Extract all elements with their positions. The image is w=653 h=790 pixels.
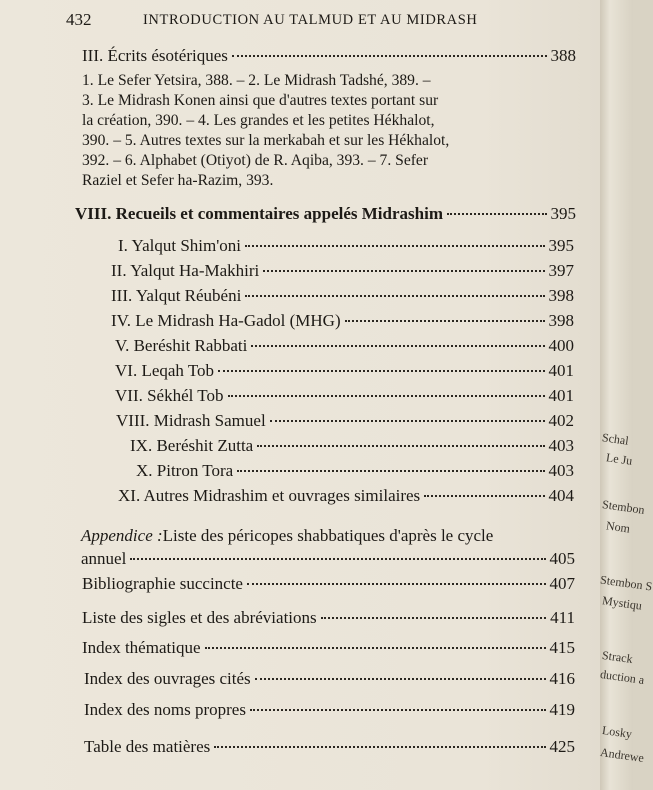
toc-entry-midrashim-collections bbox=[75, 204, 576, 224]
edge-fragment: Mystiqu bbox=[601, 593, 643, 613]
toc-entry-label: I. Yalqut Shim'oni bbox=[118, 236, 242, 255]
appendix-title-cont: annuel bbox=[81, 549, 127, 568]
toc-subentry bbox=[111, 261, 574, 281]
subentry-line: Raziel et Sefer ha-Razim, 393. bbox=[82, 172, 274, 189]
toc-entry-label: Index des ouvrages cités bbox=[84, 669, 251, 688]
toc-entry-bibliography bbox=[82, 574, 575, 594]
toc-entry-names-index bbox=[84, 700, 575, 720]
toc-entry-page: 403 bbox=[548, 461, 574, 480]
toc-entry-esoteric-writings bbox=[82, 46, 576, 66]
toc-entry-label: III. Écrits ésotériques bbox=[82, 46, 228, 65]
appendix-prefix: Appendice : bbox=[81, 526, 163, 545]
toc-entry-page: 395 bbox=[550, 204, 576, 223]
toc-subentry bbox=[115, 386, 574, 406]
toc-subentry bbox=[115, 336, 574, 356]
toc-entry-label: VIII. Midrash Samuel bbox=[116, 411, 266, 430]
toc-entry-label: IV. Le Midrash Ha-Gadol (MHG) bbox=[111, 311, 341, 330]
running-head: INTRODUCTION AU TALMUD ET AU MIDRASH bbox=[143, 12, 478, 28]
dot-leader bbox=[250, 709, 546, 711]
dot-leader bbox=[424, 495, 544, 497]
toc-entry-label: III. Yalqut Réubéni bbox=[111, 286, 242, 305]
dot-leader bbox=[214, 746, 545, 748]
dot-leader bbox=[228, 395, 545, 397]
subentry-line: 392. – 6. Alphabet (Otiyot) de R. Aqiba, 393. – 7. Sefer bbox=[82, 152, 429, 169]
edge-fragment: Le Ju bbox=[605, 450, 634, 468]
toc-subentry bbox=[111, 286, 574, 306]
toc-subentry bbox=[130, 436, 574, 456]
edge-fragment: Stembon bbox=[601, 497, 646, 517]
edge-fragment: Schal bbox=[601, 430, 630, 448]
toc-entry-label: V. Beréshit Rabbati bbox=[115, 336, 248, 355]
page-number: 432 bbox=[66, 10, 92, 29]
dot-leader bbox=[245, 245, 544, 247]
toc-entry-label: Index des noms propres bbox=[84, 700, 246, 719]
subentry-line: 390. – 5. Autres textes sur la merkabah et sur les Hékhalot, bbox=[82, 132, 450, 149]
toc-subentry bbox=[116, 411, 574, 431]
toc-entry-label: Liste des sigles et des abréviations bbox=[82, 608, 317, 627]
toc-entry-abbreviations bbox=[82, 608, 575, 628]
edge-fragment: Nom bbox=[605, 518, 631, 536]
dot-leader bbox=[205, 647, 546, 649]
toc-entry-label: VIII. Recueils et commentaires appelés Midrashim bbox=[75, 204, 443, 223]
dot-leader bbox=[447, 213, 547, 215]
edge-fragment: Strack bbox=[601, 647, 634, 667]
subentry-line: 1. Le Sefer Yetsira, 388. – 2. Le Midrash Tadshé, 389. – bbox=[82, 72, 431, 89]
toc-entry-page: 415 bbox=[549, 638, 575, 657]
dot-leader bbox=[257, 445, 544, 447]
toc-entry-page: 419 bbox=[549, 700, 575, 719]
toc-entry-page: 403 bbox=[548, 436, 574, 455]
toc-entry-works-index bbox=[84, 669, 575, 689]
dot-leader bbox=[247, 583, 546, 585]
dot-leader bbox=[255, 678, 546, 680]
toc-entry-label: X. Pitron Tora bbox=[136, 461, 234, 480]
toc-entry-page: 395 bbox=[548, 236, 574, 255]
dot-leader bbox=[232, 55, 547, 57]
toc-entry-page: 400 bbox=[548, 336, 574, 355]
edge-fragment: duction a bbox=[599, 666, 646, 688]
toc-entry-page: 398 bbox=[548, 311, 574, 330]
dot-leader bbox=[130, 558, 545, 560]
toc-entry-page: 401 bbox=[548, 361, 574, 380]
toc-entry-appendix-line2 bbox=[81, 549, 575, 569]
edge-fragment: Andrewe bbox=[599, 745, 645, 765]
toc-entry-label: Index thématique bbox=[82, 638, 201, 657]
toc-entry-page: 416 bbox=[549, 669, 575, 688]
toc-entry-page: 404 bbox=[548, 486, 574, 505]
dot-leader bbox=[345, 320, 545, 322]
toc-entry-page: 405 bbox=[549, 549, 575, 568]
toc-entry-thematic-index bbox=[82, 638, 575, 658]
toc-subentry bbox=[118, 236, 574, 256]
toc-entry-page: 407 bbox=[549, 574, 575, 593]
toc-subentry bbox=[111, 311, 574, 331]
toc-entry-label: IX. Beréshit Zutta bbox=[130, 436, 254, 455]
toc-entry-page: 401 bbox=[548, 386, 574, 405]
toc-entry-page: 388 bbox=[550, 46, 576, 65]
toc-entry-label: Bibliographie succincte bbox=[82, 574, 243, 593]
edge-fragment: Stembon S bbox=[599, 572, 653, 594]
toc-entry-label: Table des matières bbox=[84, 737, 211, 756]
subentry-line: 3. Le Midrash Konen ainsi que d'autres textes portant sur bbox=[82, 92, 439, 109]
subentry-line: la création, 390. – 4. Les grandes et les petites Hékhalot, bbox=[82, 112, 435, 129]
toc-entry-label: VII. Sékhél Tob bbox=[115, 386, 224, 405]
dot-leader bbox=[251, 345, 544, 347]
toc-subentry bbox=[118, 486, 574, 506]
toc-subentry bbox=[115, 361, 574, 381]
toc-entry-label: II. Yalqut Ha-Makhiri bbox=[111, 261, 260, 280]
toc-entry-appendix-line1 bbox=[81, 526, 493, 546]
facing-page-edge bbox=[599, 0, 653, 790]
toc-entry-page: 398 bbox=[548, 286, 574, 305]
appendix-title: Liste des péricopes shabbatiques d'après le cycle bbox=[162, 526, 494, 545]
toc-entry-page: 411 bbox=[550, 608, 575, 627]
toc-entry-page: 402 bbox=[548, 411, 574, 430]
toc-entry-label: XI. Autres Midrashim et ouvrages similaires bbox=[118, 486, 421, 505]
toc-subentries-esoteric bbox=[82, 71, 449, 191]
dot-leader bbox=[263, 270, 544, 272]
dot-leader bbox=[218, 370, 544, 372]
dot-leader bbox=[321, 617, 546, 619]
edge-fragment: Losky bbox=[601, 722, 633, 742]
dot-leader bbox=[237, 470, 544, 472]
toc-subentry bbox=[136, 461, 574, 481]
page-header bbox=[66, 10, 570, 32]
toc-entry-table-of-contents bbox=[84, 737, 575, 757]
dot-leader bbox=[270, 420, 545, 422]
toc-entry-label: VI. Leqah Tob bbox=[115, 361, 215, 380]
toc-entry-page: 397 bbox=[548, 261, 574, 280]
toc-entry-page: 425 bbox=[549, 737, 575, 756]
dot-leader bbox=[245, 295, 544, 297]
